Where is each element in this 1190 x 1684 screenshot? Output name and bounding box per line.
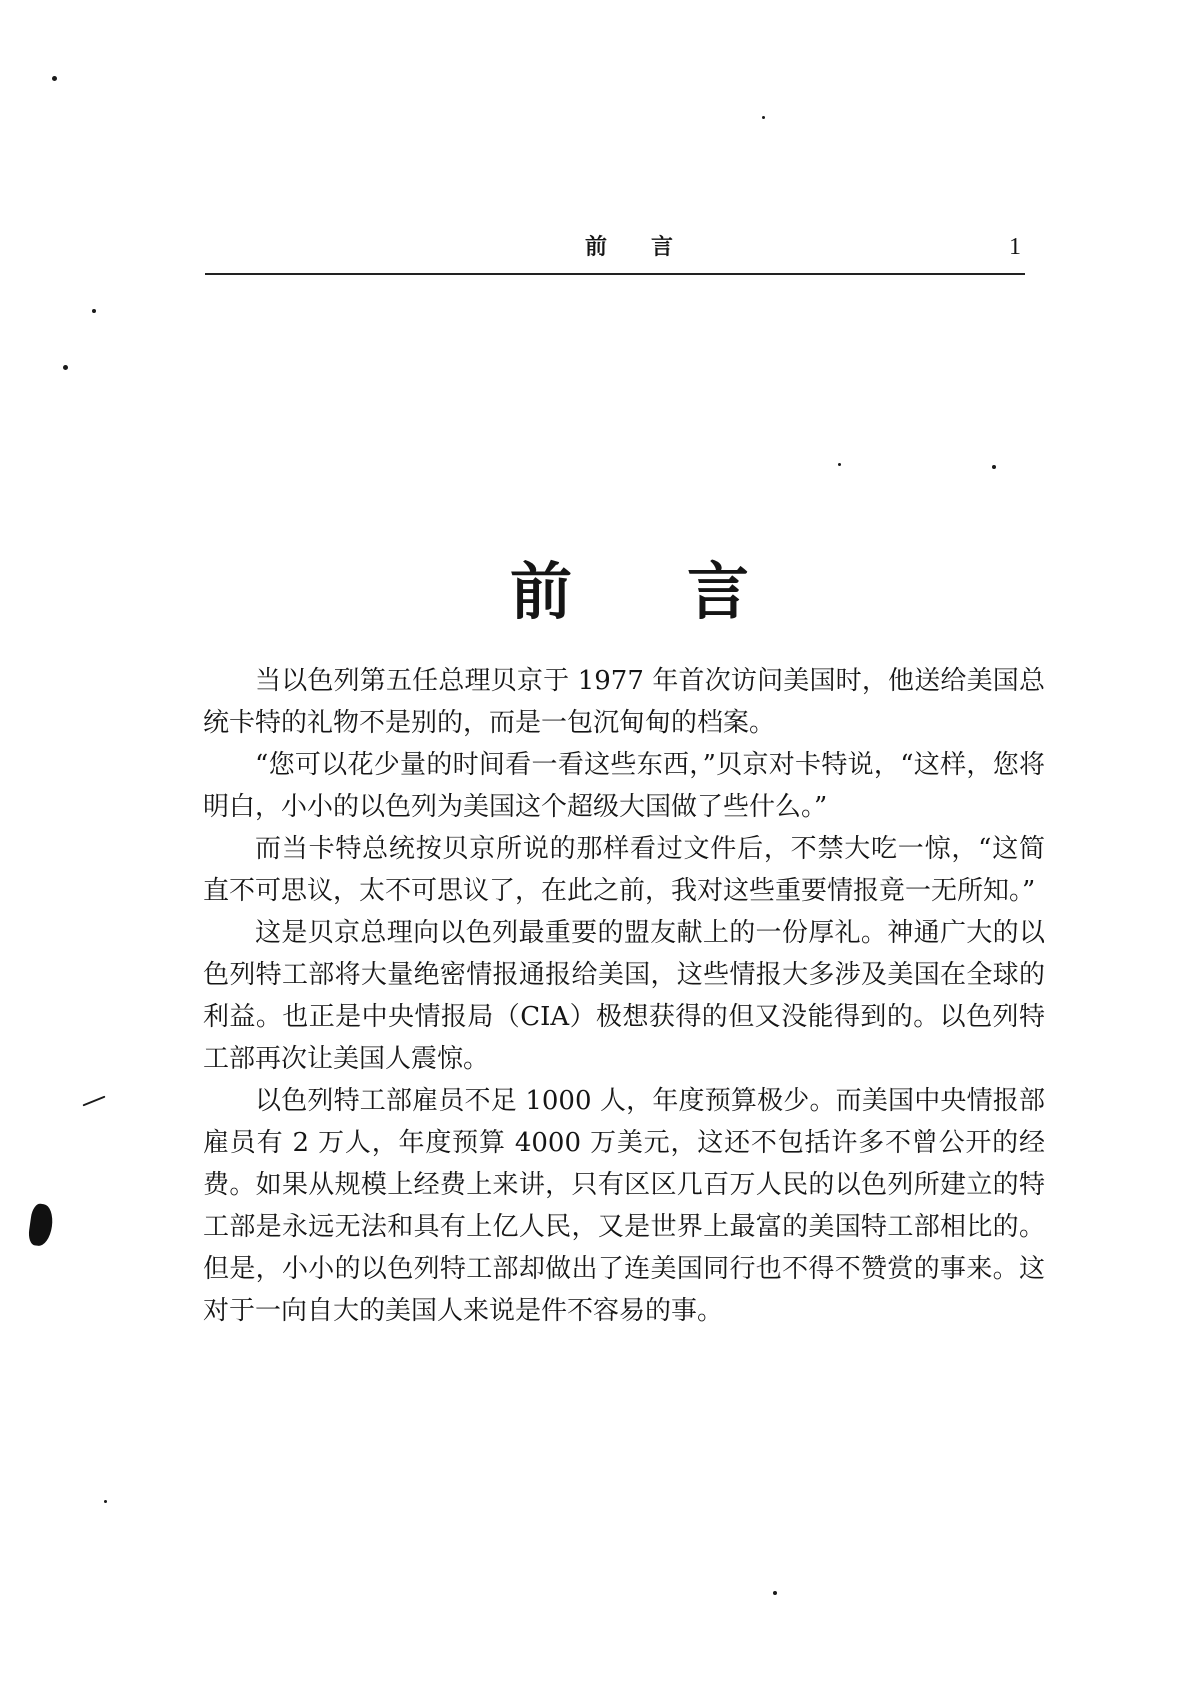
header-rule — [205, 273, 1025, 275]
scan-speck — [773, 1591, 777, 1595]
scan-speck — [992, 465, 996, 469]
chapter-title: 前言 — [510, 554, 865, 628]
binding-mark — [27, 1203, 55, 1248]
paragraph-2: “您可以花少量的时间看一看这些东西，”贝京对卡特说，“这样，您将明白，小小的以色列为美国这个超级大国做了些什么。” — [203, 750, 1045, 822]
scan-speck — [762, 116, 765, 119]
page-number: 1 — [1009, 234, 1021, 260]
paragraph-3: 而当卡特总统按贝京所说的那样看过文件后，不禁大吃一惊，“这简直不可思议，太不可思议了，在此之前，我对这些重要情报竟一无所知。” — [203, 834, 1045, 906]
scan-speck — [52, 76, 57, 81]
scan-speck — [82, 1096, 105, 1107]
running-head — [205, 232, 1027, 272]
scan-speck — [104, 1500, 107, 1503]
paragraph-1: 当以色列第五任总理贝京于 1977 年首次访问美国时，他送给美国总统卡特的礼物不是别的，而是一包沉甸甸的档案。 — [203, 666, 1045, 738]
scan-speck — [838, 463, 841, 466]
scan-speck — [92, 309, 96, 313]
paragraph-5: 以色列特工部雇员不足 1000 人，年度预算极少。而美国中央情报部雇员有 2 万人，年度预算 4000 万美元，这还不包括许多不曾公开的经费。如果从规模上经费上来讲，只有区区几百万人民的以色列所建立的特工部是永远无法和具有上亿人民，又是世界上最富的美国特工部相比的。但是，小小的以色列特工部却做出了连美国同行也不得不赞赏的事来。这对于一向自大的美国人来说是件不容易的事。 — [203, 1086, 1045, 1326]
scan-speck — [63, 365, 68, 370]
running-title: 前言 — [585, 234, 718, 260]
paragraph-4: 这是贝京总理向以色列最重要的盟友献上的一份厚礼。神通广大的以色列特工部将大量绝密情报通报给美国，这些情报大多涉及美国在全球的利益。也正是中央情报局（CIA）极想获得的但又没能得到的。以色列特工部再次让美国人震惊。 — [203, 918, 1045, 1074]
body-text — [203, 660, 1045, 1332]
